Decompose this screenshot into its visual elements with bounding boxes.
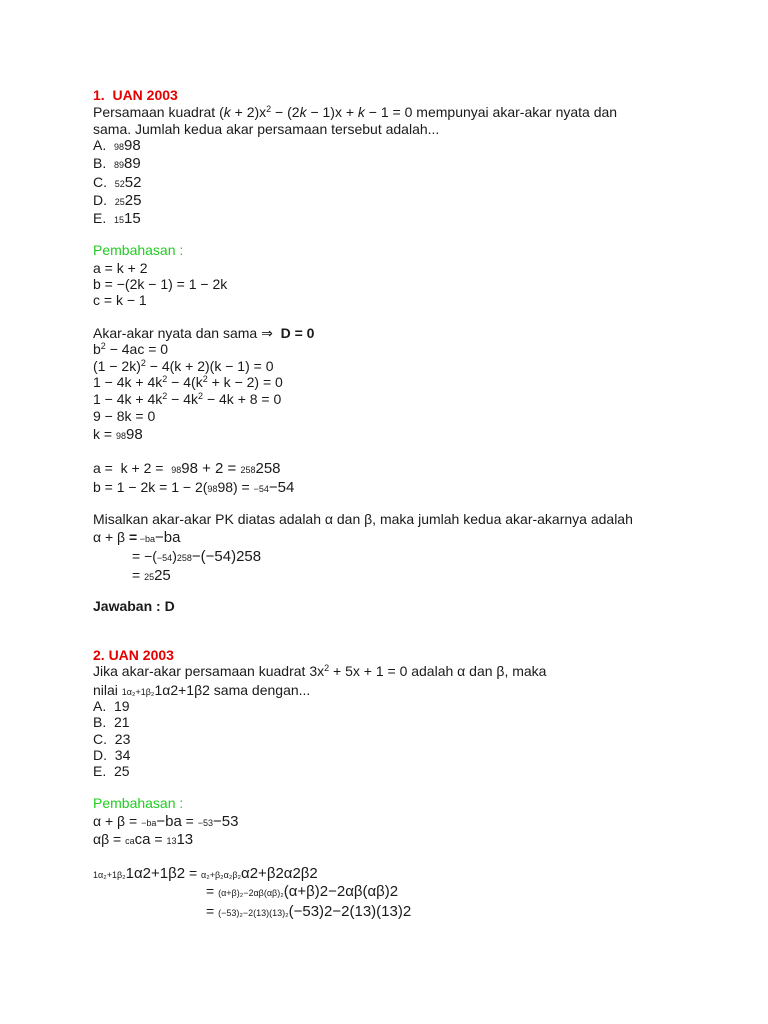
q2-option-a: A. 19: [93, 698, 130, 714]
q1-stem-line1: Persamaan kuadrat $(k + 2)x^2 - (2k - 1)x + k - 1 = 0$ mempunyai akar-akar nyata dan: [93, 104, 618, 120]
q1-option-a: A. 9898: [93, 137, 141, 154]
q2-stem-line2: nilai 1α₂+1β₂1α2+1β2 sama dengan...: [93, 682, 311, 698]
q1-option-e: E. 1515: [93, 210, 141, 227]
q1-sum-line-1: α + β = −ba−ba: [93, 529, 181, 546]
q2-expr-line-3: = (−53)₂−2(13)(13)₂(−53)2−2(13)(13)2: [206, 903, 412, 920]
q1-a-line: a = k + 2: [93, 260, 148, 276]
q2-stem-line1: Jika akar-akar persamaan kuadrat $3x^2 + 5x + 1 = 0$ adalah α dan β, maka: [93, 663, 547, 679]
q1-derivation-5: 9 − 8k = 0: [93, 408, 156, 424]
q2-product-line: αβ = caca = 1313: [93, 831, 194, 848]
q1-derivation-6: k = 9898: [93, 426, 143, 443]
q2-option-b: B. 21: [93, 714, 130, 730]
q1-c-line: c = k − 1: [93, 292, 147, 308]
q1-b-value: b = 1 − 2k = 1 − 2(9898) = −54−54: [93, 479, 295, 496]
q1-nyata-line: Akar-akar nyata dan sama ⇒ D = 0: [93, 325, 315, 341]
q1-sum-line-2: = −(−54)258−(−54)258: [132, 548, 262, 565]
q1-sum-line-3: = 2525: [132, 567, 171, 584]
q1-a-value: a = k + 2 = 9898 + 2 = 258258: [93, 460, 281, 477]
q2-sum-line: α + β = −ba−ba = −53−53: [93, 813, 239, 830]
q1-option-b: B. 8989: [93, 155, 141, 172]
q1-derivation-1: $b^2 - 4ac = 0$: [93, 341, 169, 357]
q1-pembahasan: Pembahasan :: [93, 242, 184, 258]
q1-stem-line2: sama. Jumlah kedua akar persamaan tersebut adalah...: [93, 121, 440, 137]
q2-heading: 2. UAN 2003: [93, 647, 174, 663]
q2-option-d: D. 34: [93, 747, 131, 763]
q1-misalkan: Misalkan akar-akar PK diatas adalah α dan β, maka jumlah kedua akar-akarnya adalah: [93, 511, 633, 527]
q2-expr-line-2: = (α+β)₂−2αβ(αβ)₂(α+β)2−2αβ(αβ)2: [206, 883, 399, 900]
q1-b-line: b = −(2k − 1) = 1 − 2k: [93, 276, 228, 292]
q1-heading: 1. UAN 2003: [93, 87, 178, 103]
q1-option-d: D. 2525: [93, 192, 142, 209]
q1-derivation-3: $1 - 4k + 4k^2 - 4(k^2 + k - 2) = 0$: [93, 374, 283, 390]
q1-derivation-4: $1 - 4k + 4k^2 - 4k^2 - 4k + 8 = 0$: [93, 391, 282, 407]
q1-option-c: C. 5252: [93, 174, 142, 191]
q2-option-c: C. 23: [93, 731, 131, 747]
q2-expr-line-1: 1α₂+1β₂1α2+1β2 = α₂+β₂α₂β₂α2+β2α2β2: [93, 865, 318, 882]
q2-pembahasan: Pembahasan :: [93, 795, 184, 811]
q2-option-e: E. 25: [93, 763, 130, 779]
q1-derivation-2: $(1 - 2k)^2 - 4(k + 2)(k - 1) = 0$: [93, 358, 274, 374]
q1-jawaban: Jawaban : D: [93, 598, 175, 614]
